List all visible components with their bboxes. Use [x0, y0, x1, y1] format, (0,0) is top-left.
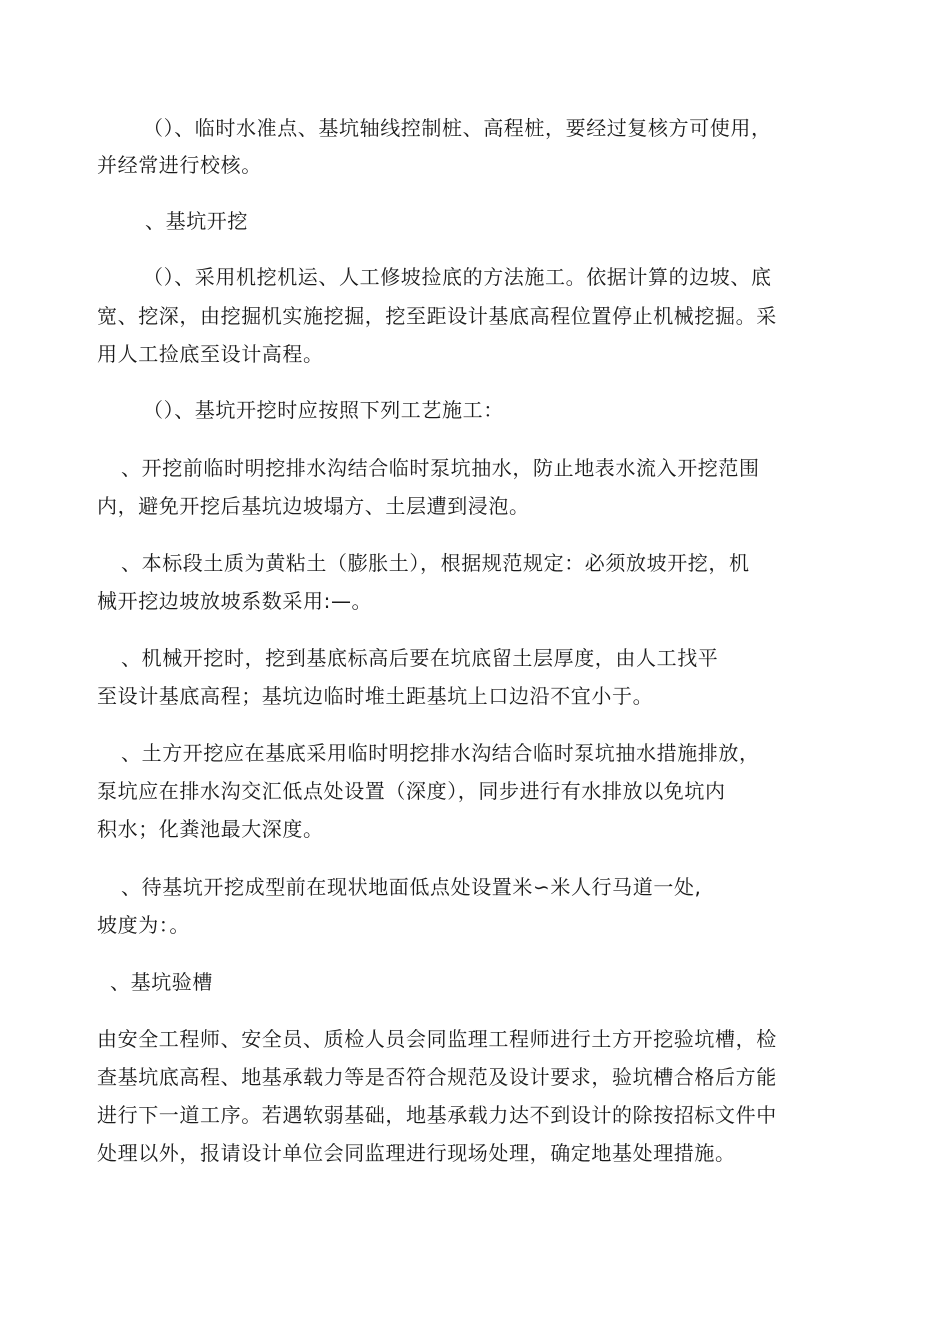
section-heading-excavation: 、基坑开挖: [145, 209, 248, 233]
paragraph-5-line-1: 、本标段土质为黄粘土（膨胀土），根据规范规定：必须放坡开挖，机: [121, 551, 750, 575]
paragraph-4-line-1: 、开挖前临时明挖排水沟结合临时泵坑抽水，防止地表水流入开挖范围: [121, 456, 760, 480]
paragraph-8-line-2: 坡度为：。: [97, 913, 190, 937]
paragraph-2-line-2: 宽、挖深，由挖掘机实施挖掘，挖至距设计基底高程位置停止机械挖掘。采: [97, 304, 777, 328]
paragraph-4-line-2: 内，避免开挖后基坑边坡塌方、土层遭到浸泡。: [97, 494, 530, 518]
paragraph-7-line-2: 泵坑应在排水沟交汇低点处设置（深度），同步进行有水排放以免坑内: [97, 779, 726, 803]
paragraph-5-line-2: 械开挖边坡放坡系数采用:—。: [97, 589, 373, 613]
paragraph-2-line-3: 用人工捡底至设计高程。: [97, 342, 324, 366]
paragraph-8-line-1: 、待基坑开挖成型前在现状地面低点处设置米∽米人行马道一处,: [121, 875, 702, 899]
paragraph-1-line-1: （）、临时水准点、基坑轴线控制桩、高程桩，要经过复核方可使用，: [143, 116, 772, 140]
paragraph-9-line-3: 进行下一道工序。若遇软弱基础，地基承载力达不到设计的除按招标文件中: [97, 1103, 777, 1127]
paragraph-7-line-1: 、土方开挖应在基底采用临时明挖排水沟结合临时泵坑抽水措施排放，: [121, 741, 760, 765]
paragraph-9-line-2: 查基坑底高程、地基承载力等是否符合规范及设计要求，验坑槽合格后方能: [97, 1065, 777, 1089]
paragraph-3-line-1: （）、基坑开挖时应按照下列工艺施工：: [143, 398, 504, 422]
paragraph-7-line-3: 积水；化粪池最大深度。: [97, 817, 324, 841]
paragraph-6-line-2: 至设计基底高程；基坑边临时堆土距基坑上口边沿不宜小于。: [97, 684, 654, 708]
paragraph-2-line-1: （）、采用机挖机运、人工修坡捡底的方法施工。依据计算的边坡、底: [143, 265, 772, 289]
paragraph-9-line-1: 由安全工程师、安全员、质检人员会同监理工程师进行土方开挖验坑槽，检: [97, 1027, 777, 1051]
paragraph-9-line-4: 处理以外，报请设计单位会同监理进行现场处理，确定地基处理措施。: [97, 1141, 736, 1165]
paragraph-6-line-1: 、机械开挖时，挖到基底标高后要在坑底留土层厚度，由人工找平: [121, 646, 719, 670]
section-heading-inspection: 、基坑验槽: [110, 970, 213, 994]
paragraph-1-line-2: 并经常进行校核。: [97, 153, 262, 177]
